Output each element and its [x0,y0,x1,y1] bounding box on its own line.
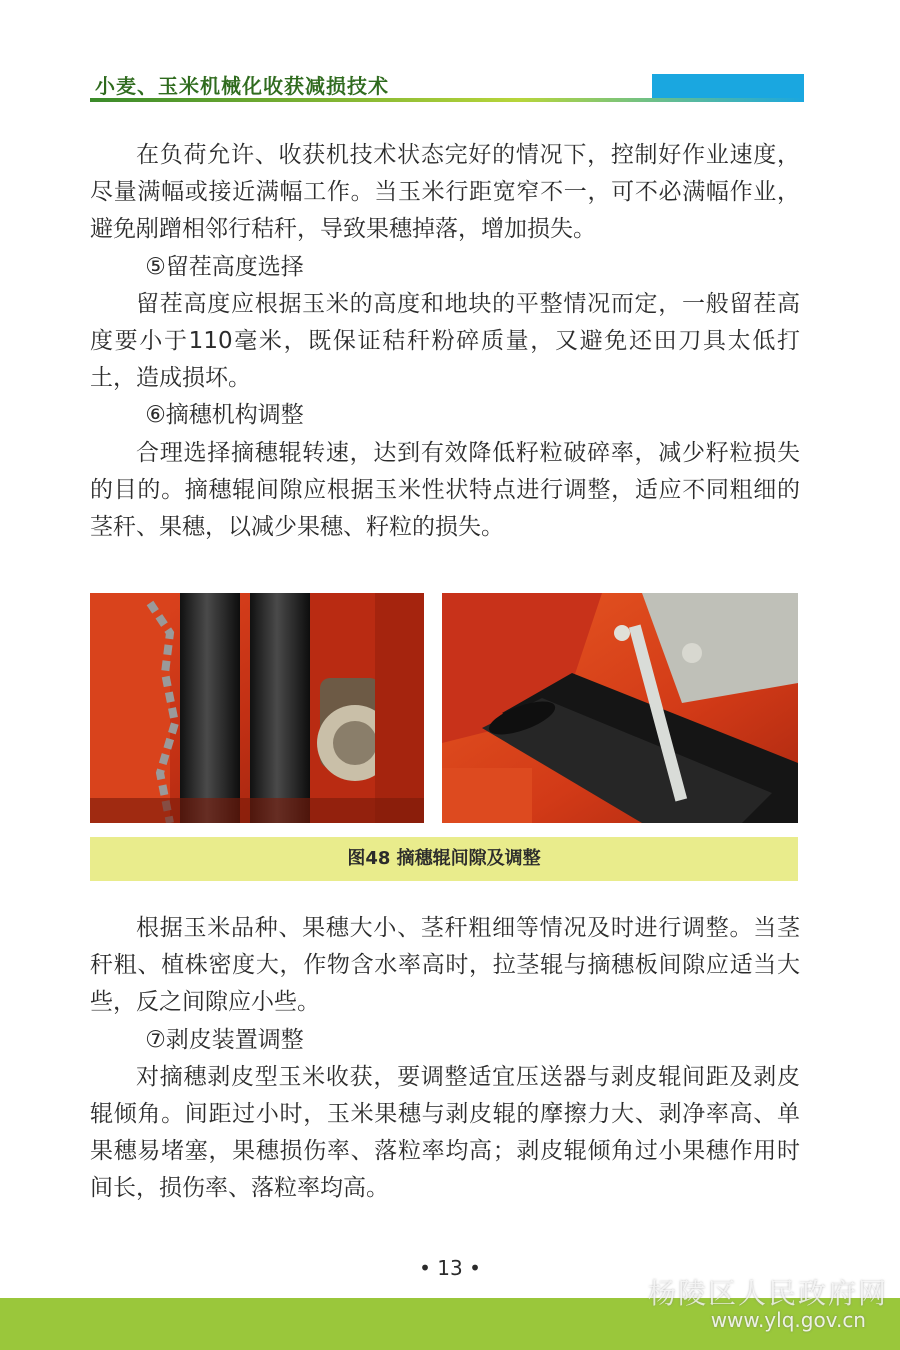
watermark-url: www.ylq.gov.cn [710,1308,866,1332]
section-heading-5: ⑤留茬高度选择 [145,253,304,280]
section-heading-6: ⑥摘穗机构调整 [145,402,304,429]
watermark-site-name: 杨陵区人民政府网 [647,1277,888,1310]
photo-snapping-roll-gap [90,593,424,823]
section-heading-7: ⑦剥皮装置调整 [145,1026,304,1053]
photo-roll-adjustment [442,593,798,823]
paragraph-husking: 对摘穗剥皮型玉米收获，要调整适宜压送器与剥皮辊间距及剥皮辊倾角。间距过小时，玉米果穗与剥皮辊的摩擦力大、剥净率高、单果穗易堵塞，果穗损伤率、落粒率均高；剥皮辊倾角过小果穗作用时间长，损伤率、落粒率均高。 [90,1063,800,1202]
header-blue-bar [652,74,804,98]
page-number: • 13 • [419,1256,481,1280]
paragraph-speed: 在负荷允许、收获机技术状态完好的情况下，控制好作业速度，尽量满幅或接近满幅工作。当玉米行距宽窄不一，可不必满幅作业，避免剐蹭相邻行秸秆，导致果穗掉落，增加损失。 [90,142,800,243]
running-header-title: 小麦、玉米机械化收获减损技术 [95,74,389,98]
paragraph-stubble: 留茬高度应根据玉米的高度和地块的平整情况而定，一般留茬高度要小于110毫米，既保证秸秆粉碎质量，又避免还田刀具太低打土，造成损坏。 [90,290,800,392]
paragraph-snapping-rolls: 合理选择摘穗辊转速，达到有效降低籽粒破碎率，减少籽粒损失的目的。摘穗辊间隙应根据玉米性状特点进行调整，适应不同粗细的茎秆、果穗，以减少果穗、籽粒的损失。 [90,439,800,541]
figure-caption: 图48 摘穗辊间隙及调整 [347,848,541,869]
paragraph-gap-adjust: 根据玉米品种、果穗大小、茎秆粗细等情况及时进行调整。当茎秆粗、植株密度大，作物含水率高时，拉茎辊与摘穗板间隙应适当大些，反之间隙应小些。 [90,915,800,1016]
text-block-bottom [90,910,800,1208]
figure-caption-bar [90,837,798,881]
header-rule [90,98,804,102]
text-block-top [90,137,800,546]
